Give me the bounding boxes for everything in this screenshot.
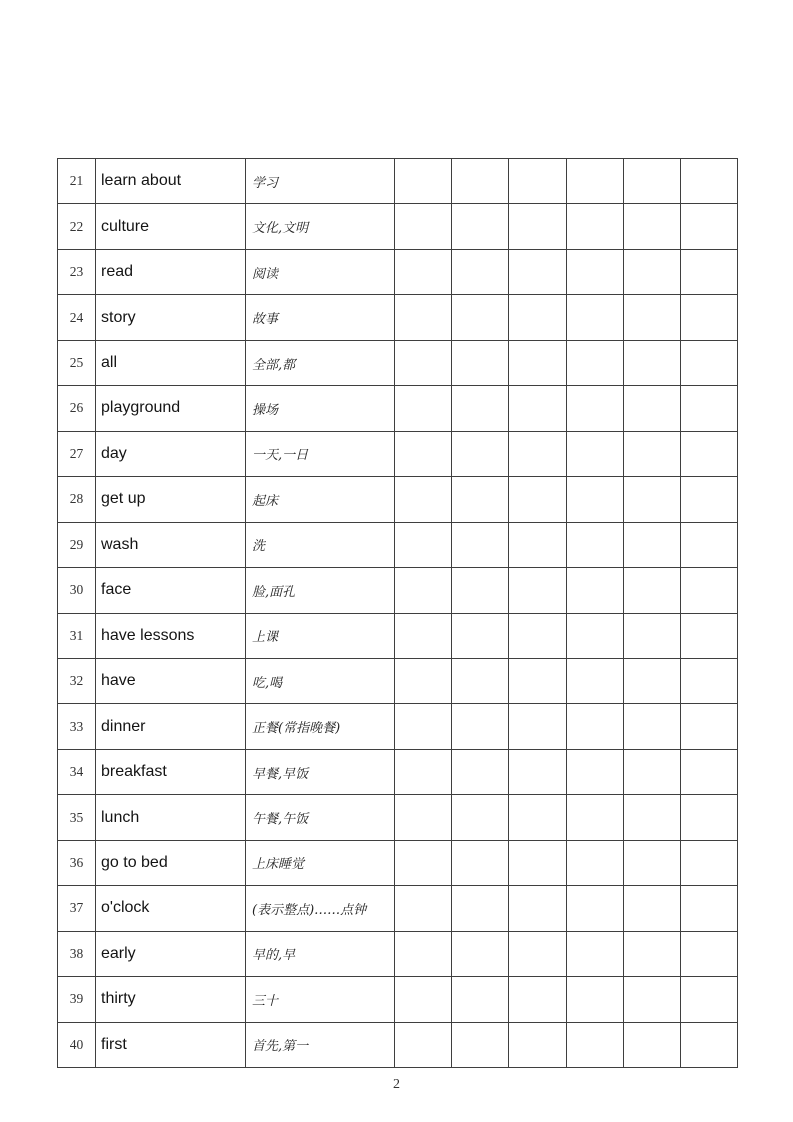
table-row bbox=[58, 614, 738, 659]
blank-practice-cell bbox=[681, 795, 738, 840]
blank-practice-cell bbox=[681, 841, 738, 886]
blank-practice-cell bbox=[681, 886, 738, 931]
blank-practice-cell bbox=[395, 977, 452, 1022]
row-number-cell: 35 bbox=[58, 795, 96, 840]
blank-practice-cell bbox=[509, 886, 566, 931]
blank-practice-cell bbox=[452, 1023, 509, 1068]
english-word-cell: get up bbox=[96, 477, 246, 522]
blank-practice-cell bbox=[395, 1023, 452, 1068]
page-number: 2 bbox=[393, 1077, 400, 1092]
blank-practice-cell bbox=[395, 523, 452, 568]
blank-practice-cell bbox=[624, 250, 681, 295]
blank-practice-cell bbox=[509, 704, 566, 749]
blank-practice-cell bbox=[624, 795, 681, 840]
blank-practice-cell bbox=[681, 614, 738, 659]
chinese-translation-cell: 早的,早 bbox=[246, 932, 395, 977]
row-number-cell: 29 bbox=[58, 523, 96, 568]
blank-practice-cell bbox=[681, 159, 738, 204]
english-word-cell: playground bbox=[96, 386, 246, 431]
blank-practice-cell bbox=[509, 977, 566, 1022]
blank-practice-cell bbox=[681, 295, 738, 340]
chinese-translation-cell: 三十 bbox=[246, 977, 395, 1022]
blank-practice-cell bbox=[681, 250, 738, 295]
row-number-cell: 23 bbox=[58, 250, 96, 295]
blank-practice-cell bbox=[567, 841, 624, 886]
blank-practice-cell bbox=[509, 568, 566, 613]
blank-practice-cell bbox=[567, 341, 624, 386]
table-row bbox=[58, 795, 738, 840]
chinese-translation-cell: 起床 bbox=[246, 477, 395, 522]
blank-practice-cell bbox=[509, 614, 566, 659]
blank-practice-cell bbox=[452, 659, 509, 704]
english-word-cell: day bbox=[96, 432, 246, 477]
blank-practice-cell bbox=[567, 795, 624, 840]
blank-practice-cell bbox=[624, 659, 681, 704]
blank-practice-cell bbox=[395, 750, 452, 795]
table-row bbox=[58, 977, 738, 1022]
row-number-cell: 28 bbox=[58, 477, 96, 522]
blank-practice-cell bbox=[509, 295, 566, 340]
blank-practice-cell bbox=[567, 750, 624, 795]
blank-practice-cell bbox=[567, 659, 624, 704]
chinese-translation-cell: 早餐,早饭 bbox=[246, 750, 395, 795]
english-word-cell: culture bbox=[96, 204, 246, 249]
blank-practice-cell bbox=[681, 341, 738, 386]
english-word-cell: have bbox=[96, 659, 246, 704]
blank-practice-cell bbox=[509, 204, 566, 249]
row-number-cell: 39 bbox=[58, 977, 96, 1022]
blank-practice-cell bbox=[395, 795, 452, 840]
blank-practice-cell bbox=[509, 795, 566, 840]
blank-practice-cell bbox=[509, 159, 566, 204]
blank-practice-cell bbox=[567, 886, 624, 931]
table-row bbox=[58, 295, 738, 340]
table-row bbox=[58, 704, 738, 749]
row-number-cell: 24 bbox=[58, 295, 96, 340]
blank-practice-cell bbox=[395, 477, 452, 522]
blank-practice-cell bbox=[681, 432, 738, 477]
blank-practice-cell bbox=[681, 477, 738, 522]
blank-practice-cell bbox=[452, 432, 509, 477]
english-word-cell: face bbox=[96, 568, 246, 613]
chinese-translation-cell: 文化,文明 bbox=[246, 204, 395, 249]
english-word-cell: read bbox=[96, 250, 246, 295]
chinese-translation-cell: 阅读 bbox=[246, 250, 395, 295]
chinese-translation-cell: 上课 bbox=[246, 614, 395, 659]
blank-practice-cell bbox=[567, 704, 624, 749]
blank-practice-cell bbox=[509, 477, 566, 522]
table-row bbox=[58, 841, 738, 886]
blank-practice-cell bbox=[624, 750, 681, 795]
table-row bbox=[58, 159, 738, 204]
blank-practice-cell bbox=[624, 841, 681, 886]
row-number-cell: 36 bbox=[58, 841, 96, 886]
table-row bbox=[58, 477, 738, 522]
chinese-translation-cell: 吃,喝 bbox=[246, 659, 395, 704]
blank-practice-cell bbox=[509, 1023, 566, 1068]
blank-practice-cell bbox=[452, 204, 509, 249]
blank-practice-cell bbox=[395, 295, 452, 340]
blank-practice-cell bbox=[395, 341, 452, 386]
english-word-cell: first bbox=[96, 1023, 246, 1068]
blank-practice-cell bbox=[509, 432, 566, 477]
table-row bbox=[58, 386, 738, 431]
chinese-translation-cell: 洗 bbox=[246, 523, 395, 568]
blank-practice-cell bbox=[624, 523, 681, 568]
blank-practice-cell bbox=[624, 886, 681, 931]
blank-practice-cell bbox=[567, 523, 624, 568]
table-row bbox=[58, 1023, 738, 1068]
blank-practice-cell bbox=[567, 250, 624, 295]
row-number-cell: 26 bbox=[58, 386, 96, 431]
blank-practice-cell bbox=[681, 750, 738, 795]
blank-practice-cell bbox=[452, 386, 509, 431]
blank-practice-cell bbox=[395, 704, 452, 749]
chinese-translation-cell: 一天,一日 bbox=[246, 432, 395, 477]
blank-practice-cell bbox=[567, 432, 624, 477]
row-number-cell: 21 bbox=[58, 159, 96, 204]
blank-practice-cell bbox=[395, 614, 452, 659]
blank-practice-cell bbox=[509, 341, 566, 386]
row-number-cell: 31 bbox=[58, 614, 96, 659]
table-row bbox=[58, 432, 738, 477]
row-number-cell: 34 bbox=[58, 750, 96, 795]
blank-practice-cell bbox=[452, 250, 509, 295]
blank-practice-cell bbox=[681, 204, 738, 249]
blank-practice-cell bbox=[395, 250, 452, 295]
table-row bbox=[58, 659, 738, 704]
blank-practice-cell bbox=[452, 295, 509, 340]
row-number-cell: 30 bbox=[58, 568, 96, 613]
blank-practice-cell bbox=[452, 795, 509, 840]
blank-practice-cell bbox=[452, 341, 509, 386]
blank-practice-cell bbox=[395, 841, 452, 886]
english-word-cell: o'clock bbox=[96, 886, 246, 931]
blank-practice-cell bbox=[452, 932, 509, 977]
blank-practice-cell bbox=[395, 159, 452, 204]
english-word-cell: dinner bbox=[96, 704, 246, 749]
blank-practice-cell bbox=[567, 1023, 624, 1068]
blank-practice-cell bbox=[681, 523, 738, 568]
blank-practice-cell bbox=[567, 386, 624, 431]
blank-practice-cell bbox=[567, 159, 624, 204]
blank-practice-cell bbox=[452, 977, 509, 1022]
row-number-cell: 40 bbox=[58, 1023, 96, 1068]
english-word-cell: thirty bbox=[96, 977, 246, 1022]
blank-practice-cell bbox=[624, 977, 681, 1022]
blank-practice-cell bbox=[567, 977, 624, 1022]
english-word-cell: learn about bbox=[96, 159, 246, 204]
english-word-cell: go to bed bbox=[96, 841, 246, 886]
chinese-translation-cell: 脸,面孔 bbox=[246, 568, 395, 613]
table-row bbox=[58, 204, 738, 249]
chinese-translation-cell: 学习 bbox=[246, 159, 395, 204]
table-row bbox=[58, 568, 738, 613]
row-number-cell: 37 bbox=[58, 886, 96, 931]
blank-practice-cell bbox=[452, 159, 509, 204]
blank-practice-cell bbox=[452, 886, 509, 931]
blank-practice-cell bbox=[452, 750, 509, 795]
english-word-cell: story bbox=[96, 295, 246, 340]
blank-practice-cell bbox=[395, 932, 452, 977]
blank-practice-cell bbox=[624, 341, 681, 386]
blank-practice-cell bbox=[567, 477, 624, 522]
vocabulary-table bbox=[57, 158, 738, 1068]
chinese-translation-cell: 上床睡觉 bbox=[246, 841, 395, 886]
blank-practice-cell bbox=[624, 568, 681, 613]
blank-practice-cell bbox=[624, 204, 681, 249]
chinese-translation-cell: 操场 bbox=[246, 386, 395, 431]
english-word-cell: lunch bbox=[96, 795, 246, 840]
blank-practice-cell bbox=[509, 841, 566, 886]
row-number-cell: 38 bbox=[58, 932, 96, 977]
table-row bbox=[58, 250, 738, 295]
blank-practice-cell bbox=[509, 750, 566, 795]
english-word-cell: all bbox=[96, 341, 246, 386]
chinese-translation-cell: 午餐,午饭 bbox=[246, 795, 395, 840]
blank-practice-cell bbox=[395, 432, 452, 477]
blank-practice-cell bbox=[624, 932, 681, 977]
blank-practice-cell bbox=[567, 204, 624, 249]
blank-practice-cell bbox=[509, 523, 566, 568]
blank-practice-cell bbox=[681, 659, 738, 704]
blank-practice-cell bbox=[681, 568, 738, 613]
blank-practice-cell bbox=[509, 932, 566, 977]
blank-practice-cell bbox=[681, 386, 738, 431]
row-number-cell: 32 bbox=[58, 659, 96, 704]
chinese-translation-cell: 首先,第一 bbox=[246, 1023, 395, 1068]
blank-practice-cell bbox=[452, 477, 509, 522]
table-row bbox=[58, 886, 738, 931]
blank-practice-cell bbox=[452, 614, 509, 659]
blank-practice-cell bbox=[452, 704, 509, 749]
blank-practice-cell bbox=[395, 568, 452, 613]
english-word-cell: have lessons bbox=[96, 614, 246, 659]
english-word-cell: early bbox=[96, 932, 246, 977]
row-number-cell: 33 bbox=[58, 704, 96, 749]
blank-practice-cell bbox=[681, 932, 738, 977]
chinese-translation-cell: 全部,都 bbox=[246, 341, 395, 386]
english-word-cell: wash bbox=[96, 523, 246, 568]
blank-practice-cell bbox=[624, 704, 681, 749]
blank-practice-cell bbox=[624, 432, 681, 477]
blank-practice-cell bbox=[624, 477, 681, 522]
row-number-cell: 27 bbox=[58, 432, 96, 477]
blank-practice-cell bbox=[624, 1023, 681, 1068]
table-row bbox=[58, 932, 738, 977]
chinese-translation-cell: 正餐(常指晚餐) bbox=[246, 704, 395, 749]
english-word-cell: breakfast bbox=[96, 750, 246, 795]
blank-practice-cell bbox=[624, 614, 681, 659]
blank-practice-cell bbox=[567, 614, 624, 659]
row-number-cell: 22 bbox=[58, 204, 96, 249]
table-row bbox=[58, 523, 738, 568]
blank-practice-cell bbox=[509, 250, 566, 295]
blank-practice-cell bbox=[509, 386, 566, 431]
blank-practice-cell bbox=[452, 841, 509, 886]
chinese-translation-cell: 故事 bbox=[246, 295, 395, 340]
blank-practice-cell bbox=[395, 204, 452, 249]
blank-practice-cell bbox=[624, 386, 681, 431]
blank-practice-cell bbox=[681, 1023, 738, 1068]
blank-practice-cell bbox=[452, 523, 509, 568]
blank-practice-cell bbox=[624, 159, 681, 204]
blank-practice-cell bbox=[509, 659, 566, 704]
blank-practice-cell bbox=[567, 295, 624, 340]
blank-practice-cell bbox=[681, 704, 738, 749]
blank-practice-cell bbox=[395, 386, 452, 431]
blank-practice-cell bbox=[567, 568, 624, 613]
blank-practice-cell bbox=[681, 977, 738, 1022]
row-number-cell: 25 bbox=[58, 341, 96, 386]
chinese-translation-cell: (表示整点)……点钟 bbox=[246, 886, 395, 931]
table-row bbox=[58, 341, 738, 386]
blank-practice-cell bbox=[452, 568, 509, 613]
blank-practice-cell bbox=[567, 932, 624, 977]
blank-practice-cell bbox=[395, 886, 452, 931]
blank-practice-cell bbox=[624, 295, 681, 340]
table-row bbox=[58, 750, 738, 795]
blank-practice-cell bbox=[395, 659, 452, 704]
